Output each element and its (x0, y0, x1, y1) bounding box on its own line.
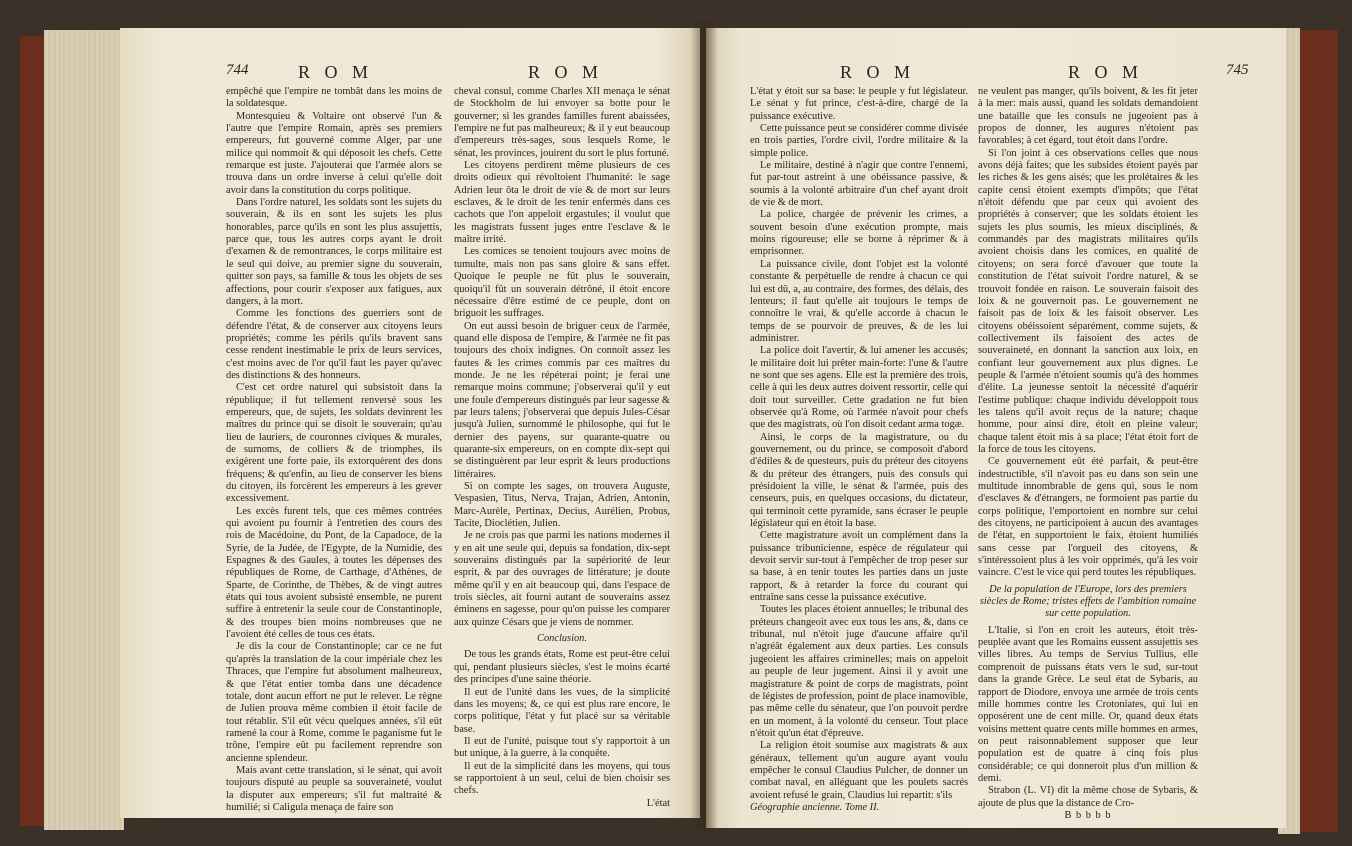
paragraph: Il eut de l'unité dans les vues, de la simplicité dans les moyens; &, ce qui est plus rare encore, le corps politique, l'état y fut placé sur sa véritable base. (454, 686, 670, 735)
signature-mark: B b b b b (1064, 809, 1112, 821)
paragraph: Les comices se tenoient toujours avec moins de tumulte, mais non pas sans gloire & sans effet. Quoique le peuple ne fût plus le souverain, quoiqu'il fût un souverain détrôné, il étoit encore nécessaire d'être estimé de ce peuple, dont on briguoit les suffrages. (454, 246, 670, 320)
paragraph: Comme les fonctions des guerriers sont de défendre l'état, & de conserver aux citoyens leurs propriétés; comme les périls qu'ils bravent sans cesse rendent inestimable le prix de leurs services, c'est moins avec de l'or qu'il faut les payer qu'avec des distinctions & des honneurs. (226, 308, 442, 381)
running-head: R O M (840, 62, 916, 82)
paragraph: Il eut de la simplicité dans les moyens, qui tous se rapportoient à un seul, celui de bien choisir ses chefs. (454, 760, 670, 797)
paragraph: Cette puissance peut se considérer comme divisée en trois parties, l'ordre civil, l'ordre militaire & la simple police. (750, 123, 968, 159)
paragraph: Je ne crois pas que parmi les nations modernes il y en ait une seule qui, depuis sa fondation, dix-sept souverains distingués par la supériorité de leur esprit, & par des ouvrages de littérature; je doute même qu'il y en ait beaucoup qui, dans l'espace de trois siècles, ait fourni autant de souverains assez éminens en sagesse, pour qu'on puisse les comparer aux quinze Césars que je viens de nommer. (454, 530, 670, 628)
text-column-right (454, 86, 670, 810)
paragraph: Je dis la cour de Constantinople; car ce ne fut qu'après la translation de la cour impériale chez les Thraces, que l'empire fut absolument malheureux, & que l'état entier tomba dans une décadence totale, dont aucun effort ne put le relever. Le règne de Julien prouva même combien il étoit facile de tout rétablir. S'il eût vécu quelques années, s'il eût ramené la cour à Rome, comme le paganisme fut le trône, l'empire eût pu facilement reprendre son ancienne splendeur. (226, 641, 442, 764)
page-number: 744 (226, 62, 249, 78)
text-column-left (226, 86, 442, 814)
paragraph: cheval consul, comme Charles XII menaça le sénat de Stockholm de lui envoyer sa botte pour le gouverner; si les grandes familles furent abaissées, l'empire ne fut pas malheureux; & il y eut beaucoup d'empereurs très-sages, sous lesquels Rome, le sénat, les provinces, jouirent du sort le plus fortuné. (454, 86, 670, 159)
running-head: R O M (298, 62, 374, 82)
catchword: L'état (646, 797, 670, 809)
paragraph: ne veulent pas manger, qu'ils boivent, & les fit jeter à la mer: mais aussi, quand les soldats demandoient une bataille que les consuls ne jugeoient pas à propos de donner, les augures n'étoient pas favorables; à cet égard, tout étoit dans l'ordre. (978, 86, 1198, 147)
paragraph: La religion étoit soumise aux magistrats & aux généraux, tellement qu'un augure ayant voulu empêcher le consul Claudius Pulcher, de donner un combat naval, en alléguant que les poulets sacrés avoient refusé le grain, Claudius lui repartit: s'ils (750, 740, 968, 801)
left-page (120, 28, 700, 818)
paragraph: On eut aussi besoin de briguer ceux de l'armée, quand elle disposa de l'empire, & l'armée ne fit pas toujours des choix indignes. On connoît assez les fautes & les crimes commis par ces maîtres du monde. Je ne les répéterai point; je ferai une remarque moins commune; j'observerai qu'il y eut une foule d'empereurs distingués par leur sagesse & par leurs talens; j'observerai que depuis Jules-César jusqu'à Julien, surnommé le philosophe, qui fut le dernier des payens, sur quarante-quatre ou quarante-six empereurs, on en compte dix-sept qui se distinguèrent par leur esprit & leurs productions littéraires. (454, 320, 670, 480)
paragraph: Il eut de l'unité, puisque tout s'y rapportoit à un but unique, à la guerre, à la conquête. (454, 735, 670, 760)
paragraph: De tous les grands états, Rome est peut-être celui qui, pendant plusieurs siècles, s'est le moins écarté des principes d'une saine théorie. (454, 649, 670, 686)
book-gutter (690, 20, 718, 830)
paragraph: Si on compte les sages, on trouvera Auguste, Vespasien, Titus, Nerva, Trajan, Adrien, Antonin, Marc-Aurèle, Pertinax, Decius, Aurélien, Probus, Tacite, Dioclétien, Julien. (454, 481, 670, 530)
running-head: R O M (528, 62, 604, 82)
paragraph: La police, chargée de prévenir les crimes, a souvent besoin d'une exécution prompte, mais moins rigoureuse; elle se borne à réprimer & à emprisonner. (750, 209, 968, 258)
right-page (706, 28, 1286, 828)
paragraph: Si l'on joint à ces observations celles que nous avons déjà faites; que les subsides étoient payés par les riches & les gens aisés; que les prolétaires & les capite censi étoient exempts d'impôts; que l'état n'étoit défendu que par ceux qui avoient des propriétés à conserver; que les soldats étoient les sujets les plus soumis, les mieux disciplinés, & commandés par des magistrats militaires qu'ils avoient choisis dans les comices, en qualité de citoyens; on sera forcé d'avouer que toute la constitution de l'état suivoit l'ordre naturel, & se trouvoit fondée en raison. Le souverain faisoit des loix & ne gouvernoit pas. Le gouvernement ne faisoit pas de loix & les faisoit observer. Les citoyens obéissoient séparément, comme sujets, & collectivement ils faisoient des actes de souveraineté, en donnant la sanction aux loix, en confiant leur gouvernement aux plus dignes. Le peuple & l'armée n'étoient soumis qu'à des hommes d'élite. La jeunesse sentoit la nécessité d'aquérir l'estime publique: chaque individu développoit tous les talens qu'il avoit reçus de la nature; chaque homme, pour ainsi dire, étoit en pleine valeur; chaque talent étoit mis à sa place; l'état étoit fort de la force de tous les citoyens. (978, 147, 1198, 455)
paragraph: Les citoyens perdirent même plusieurs de ces droits odieux qui révoltoient l'humanité: le sage Adrien leur ôta le droit de vie & de mort sur leurs esclaves, & le droit de les tenir enfermés dans ces cachots que l'on appeloit ergastules; il voulut que les magistrats fussent juges entre l'esclave & le maître irrité. (454, 160, 670, 246)
running-head: R O M (1068, 62, 1144, 82)
paragraph: Les excès furent tels, que ces mêmes contrées qui avoient pu fournir à l'entretien des cours des rois de Macédoine, du Pont, de la Capadoce, de la Syrie, de la Judée, de l'Egypte, de la Numidie, des Espagnes & des Gaules, à toutes les dépenses des républiques de Rome, de Carthage, d'Athènes, de Sparte, de Corinthe, de Thèbes, & de vingt autres états qui tous avoient subsisté ensemble, ne purent suffire à entretenir la seule cour de Constantinople, & des troupes bien moins nombreuses que ne l'avoient été celles de tous ces états. (226, 505, 442, 641)
paragraph: Strabon (L. VI) dit la même chose de Sybaris, & ajoute de plus que la distance de Cro- (978, 785, 1198, 809)
paragraph: Montesquieu & Voltaire ont observé l'un & l'autre que l'empire Romain, après ses premiers empereurs, fut gouverné comme Alger, par une milice qui nommoit & qui déposoit les chefs. Cette remarque est juste. J'ajouterai que l'armée alors se trouva dans un ordre inverse à celui qu'elle doit avoir dans la constitution du corps politique. (226, 110, 442, 196)
paragraph: empêché que l'empire ne tombât dans les moins de la soldatesque. (226, 86, 442, 110)
paragraph: C'est cet ordre naturel qui subsistoit dans la république; il fut tellement renversé sous les empereurs, que, de sujets, les soldats devinrent les maîtres du prince qui se disoit le souverain; qu'au lieu de lauriers, de couronnes civiques & murales, de surnoms, de colliers & de triomphes, ils exigèrent une forte paie, ils extorquèrent des dons fréquens; & qu'enfin, au lieu de conserver les biens du citoyen, ils forcèrent les empereurs à les grever excessivement. (226, 382, 442, 505)
paragraph: Cette magistrature avoit un complément dans la puissance tribunicienne, espèce de régulateur qui devoit servir sur-tout à l'empêcher de trop peser sur sa base, à en tenir toutes les parties dans un juste rapport, & à retarder la force du courant qui entraîne sans cesse la puissance exécutive. (750, 530, 968, 604)
paragraph: Dans l'ordre naturel, les soldats sont les sujets du souverain, & ils en sont les sujets les plus honorables, parce qu'ils en sont les plus assujettis, parce que, tous les autres corps ayant le droit d'examen & de remontrances, le corps militaire est le seul qui doive, au premier signe du souverain, quitter son pays, sa famille & tous les objets de ses affections, pour courir s'exposer aux fatigues, aux dangers, à la mort. (226, 197, 442, 307)
text-column-left (750, 86, 968, 814)
page-number: 745 (1226, 62, 1249, 78)
page-edges-left (44, 30, 124, 830)
paragraph: Ainsi, le corps de la magistrature, ou du gouvernement, ou du prince, se composoit d'abord d'édiles & de questeurs, puis du préteur des citoyens & du préteur des étrangers, puis des consuls qui présidoient la ville, le sénat & l'armée, puis des censeurs, puis, en quelques occasions, du dictateur, qui terminoit cette pyramide, sans écraser le peuple législateur qui en étoit la base. (750, 431, 968, 530)
paragraph: La police doit l'avertir, & lui amener les accusés; le militaire doit lui prêter main-forte: l'une & l'autre ne sont que ses agens. Elle est la première des trois, celle à qui les deux autres doivent ressortir, celle qui doit tout surveiller. Cette gradation ne fut bien observée qu'à Rome, où l'armée n'avoit pour chefs que des magistrats, où l'on disoit cedant arma togæ. (750, 345, 968, 431)
section-heading: De la population de l'Europe, lors des premiers siècles de Rome; tristes effets de l'ambition romaine sur cette population. (979, 583, 1197, 620)
paragraph: L'état y étoit sur sa base: le peuple y fut législateur. Le sénat y fut prince, c'est-à-dire, chargé de la puissance exécutive. (750, 86, 968, 122)
paragraph: L'Italie, si l'on en croit les auteurs, étoit très-peuplée avant que les Romains eussent assujettis ses villes libres. Au temps de Servius Tullius, elle comprenoit de puissans états vers le sud, sur-tout dans la grande Grèce. Le seul état de Sybaris, au rapport de Diodore, envoya une armée de trois cents mille hommes contre les Crotoniates, qui lui en opposèrent une de cent mille. Or, quand deux états voisins mettent quatre cents mille hommes en armes, on peut raisonnablement supposer que leur population est de quatre à cinq fois plus considérable; ce qui donneroit plus d'un million & demi. (978, 624, 1198, 784)
text-column-right (978, 86, 1198, 822)
footer-note: Géographie ancienne. Tome II. (750, 801, 880, 813)
section-heading: Conclusion. (537, 633, 587, 645)
paragraph: Le militaire, destiné à n'agir que contre l'ennemi, fut par-tout astreint à une obéissance passive, & soumis à la volonté arbitraire d'un chef ayant droit de vie & de mort. (750, 160, 968, 209)
paragraph: Toutes les places étoient annuelles; le tribunal des préteurs changeoit avec eux tous les ans, &, dans ce tribunal, nul n'étoit juge d'aucune affaire qu'il n'agréât également aux deux parties. Les consuls jugeoient les affaires criminelles; mais on appeloit au peuple de leur jugement. Ainsi il y avoit une magistrature & point de corps de magistrats, point de légistes de profession, point de place inamovible, pas même celle du sénateur, que l'on pouvoit perdre en un moment, à la volonté du censeur. Tout place n'étoit qu'un état d'épreuve. (750, 604, 968, 739)
paragraph: Mais avant cette translation, si le sénat, qui avoit toujours disputé au peuple sa souveraineté, voulut la disputer aux empereurs; s'il fut maltraité & humilié; si Caligula menaça de faire son (226, 764, 442, 813)
paragraph: Ce gouvernement eût été parfait, & peut-être indestructible, s'il n'avoit pas eu dans son sein une multitude innombrable de gens qui, sous le nom d'esclaves & d'étrangers, ne formoient pas partie du corps politique, l'emportoient en nombre sur celui des citoyens, ne participoient à aucun des avantages de l'état, en supportoient le faix, étoient humiliés sans cesse par l'orgueil des citoyens, & s'intéressoient plus à les voir opprimés, qu'à les voir vaincre. C'est le vice qui perd toutes les républiques. (978, 456, 1198, 579)
paragraph: La puissance civile, dont l'objet est la volonté constante & perpétuelle de rendre à chacun ce qui lui est dû, a, au contraire, des formes, des délais, des lenteurs; il faut qu'elle ait toujours le temps de connoître le vrai, & qu'elle accorde à chacun le temps de se pourvoir de preuves, & de les lui administrer. (750, 258, 968, 344)
